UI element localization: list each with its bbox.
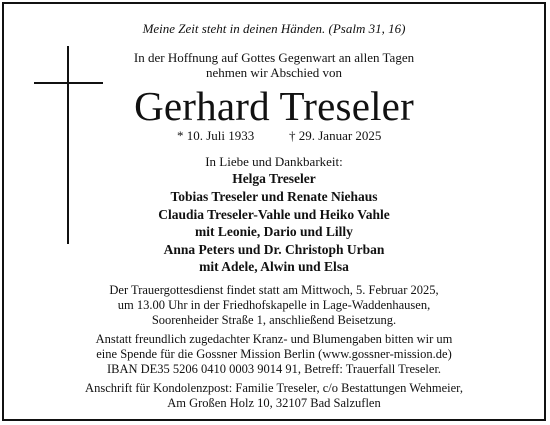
intro-line: nehmen wir Abschied von [205,65,343,80]
mourner-line: Claudia Treseler-Vahle und Heiko Vahle [158,207,390,222]
deceased-name: Gerhard Treseler [134,83,414,129]
mourner-line: mit Leonie, Dario und Lilly [195,224,353,239]
mourners-intro: In Liebe und Dankbarkeit: [205,154,343,169]
address-line: Am Großen Holz 10, 32107 Bad Salzuflen [167,396,381,410]
donation-line: Anstatt freundlich zugedachter Kranz- und Blumengaben bitten wir um [95,332,453,346]
donation-line: IBAN DE35 5206 0410 0003 9014 91, Betreff: Trauerfall Treseler. [106,362,442,376]
donation-line: eine Spende für die Gossner Mission Berlin (www.gossner-mission.de) [96,347,452,361]
mourner-line: Anna Peters und Dr. Christoph Urban [163,242,385,257]
mourner-line: Tobias Treseler und Renate Niehaus [170,189,378,204]
birth-date: * 10. Juli 1933 [177,128,255,143]
service-line: um 13.00 Uhr in der Friedhofskapelle in Lage-Waddenhausen, [117,298,431,312]
psalm-quote: Meine Zeit steht in deinen Händen. (Psalm 31, 16) [142,21,406,36]
obituary-notice [2,2,546,421]
mourner-line: Helga Treseler [232,171,316,186]
death-date: † 29. Januar 2025 [289,128,382,143]
intro-line: In der Hoffnung auf Gottes Gegenwart an allen Tagen [133,50,415,65]
service-line: Der Trauergottesdienst findet statt am Mittwoch, 5. Februar 2025, [109,283,439,297]
service-line: Soorenheider Straße 1, anschließend Beisetzung. [151,313,397,327]
mourner-line: mit Adele, Alwin und Elsa [199,259,349,274]
address-line: Anschrift für Kondolenzpost: Familie Treseler, c/o Bestattungen Wehmeier, [85,381,463,395]
